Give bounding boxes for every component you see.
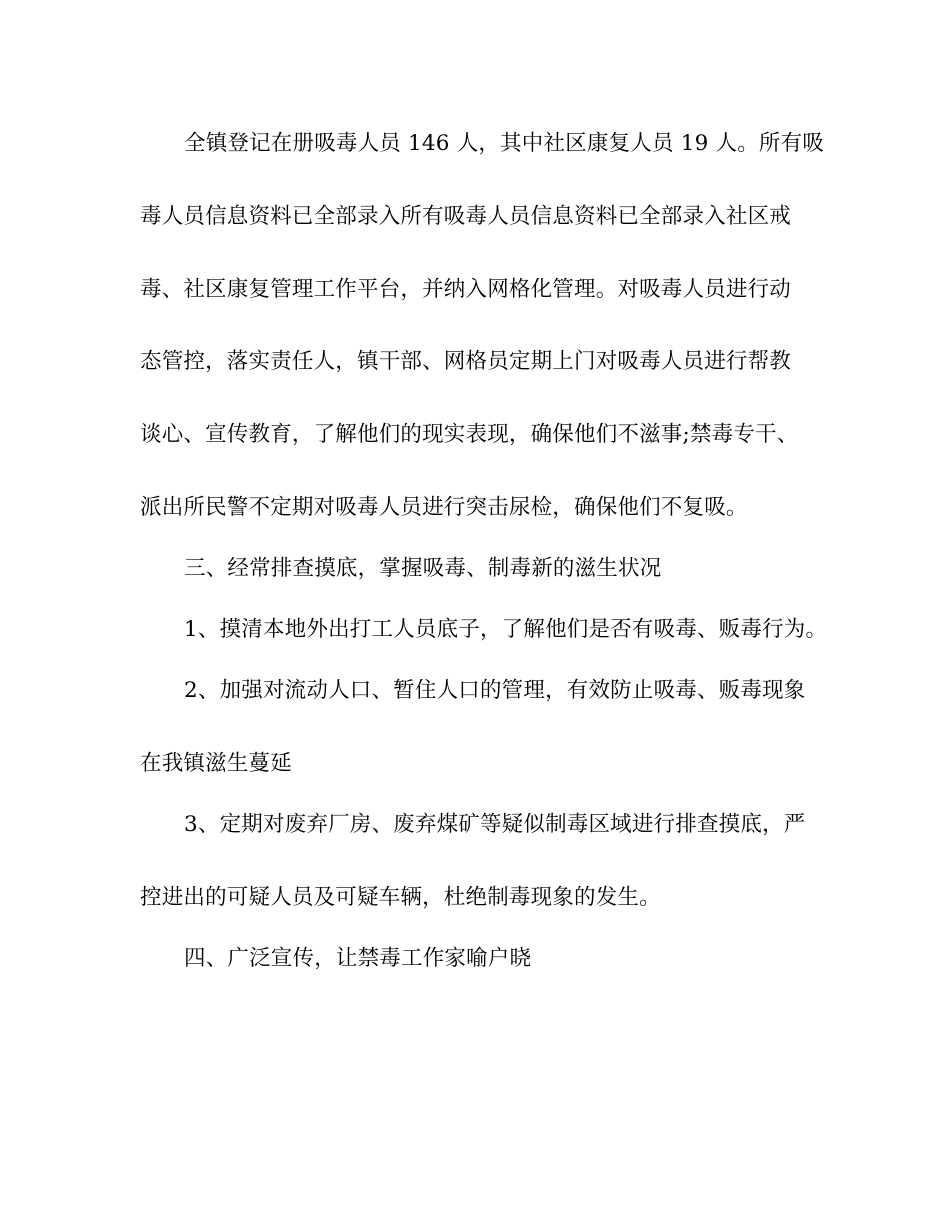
section-heading: 三、经常排查摸底，掌握吸毒、制毒新的滋生状况 [184, 556, 662, 581]
paragraph-line: 态管控，落实责任人，镇干部、网格员定期上门对吸毒人员进行帮教 [140, 349, 792, 374]
paragraph-line: 谈心、宣传教育，了解他们的现实表现，确保他们不滋事;禁毒专干、 [140, 422, 799, 447]
list-item-continuation: 控进出的可疑人员及可疑车辆，杜绝制毒现象的发生。 [140, 885, 661, 910]
list-item: 3、定期对废弃厂房、废弃煤矿等疑似制毒区域进行排查摸底，严 [184, 812, 806, 837]
paragraph-line: 全镇登记在册吸毒人员 146 人，其中社区康复人员 19 人。所有吸 [184, 131, 825, 156]
list-item: 1、摸清本地外出打工人员底子，了解他们是否有吸毒、贩毒行为。 [184, 617, 828, 642]
paragraph-line: 毒、社区康复管理工作平台，并纳入网格化管理。对吸毒人员进行动 [140, 277, 792, 302]
list-item: 2、加强对流动人口、暂住人口的管理，有效防止吸毒、贩毒现象 [184, 678, 806, 703]
list-item-continuation: 在我镇滋生蔓延 [140, 751, 292, 776]
paragraph-line: 毒人员信息资料已全部录入所有吸毒人员信息资料已全部录入社区戒 [140, 204, 792, 229]
section-heading: 四、广泛宣传，让禁毒工作家喻户晓 [184, 946, 532, 971]
paragraph-line: 派出所民警不定期对吸毒人员进行突击尿检，确保他们不复吸。 [140, 495, 748, 520]
